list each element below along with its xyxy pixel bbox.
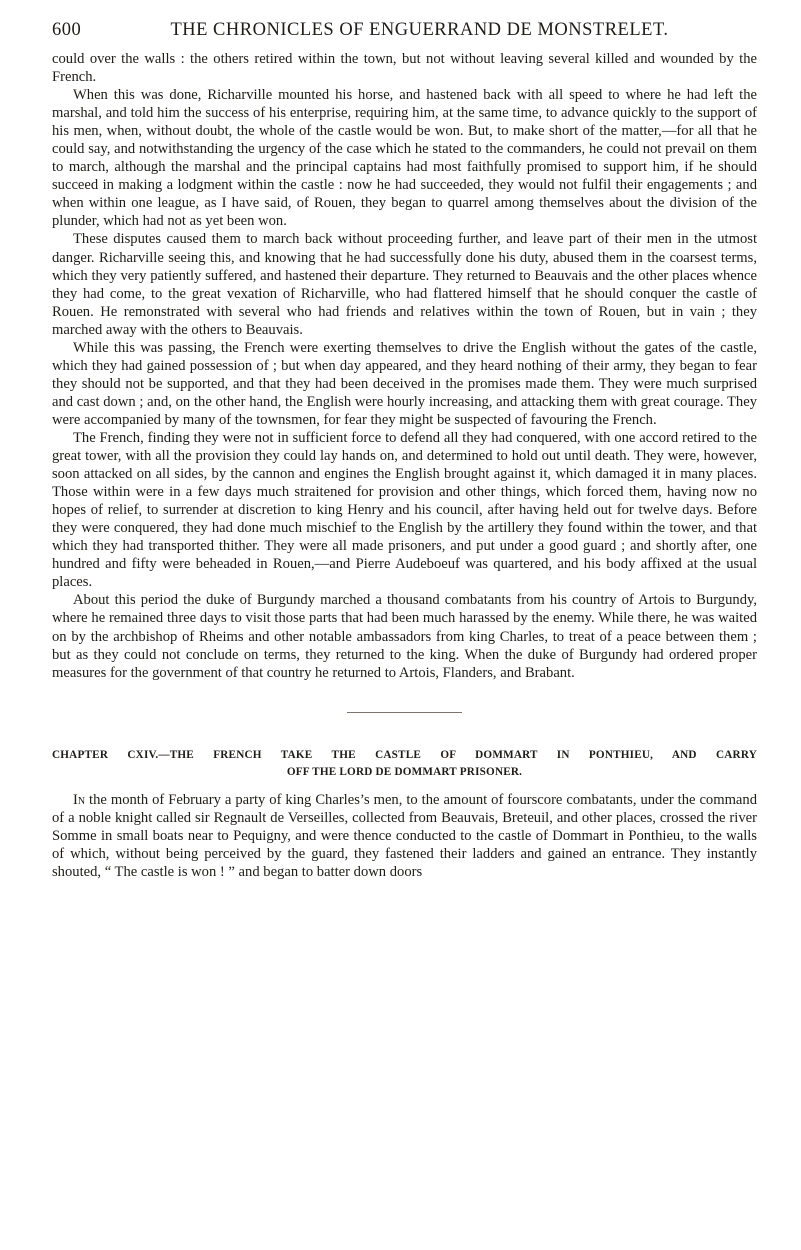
chapter-first-paragraph — [52, 791, 757, 881]
chapter-heading-line-1: CHAPTER CXIV.—THE FRENCH TAKE THE CASTLE OF DOMMART IN PONTHIEU, AND CARRY — [52, 748, 757, 761]
section-divider — [347, 712, 462, 713]
chapter-heading-line-2: OFF THE LORD DE DOMMART PRISONER. — [286, 765, 523, 778]
book-page — [52, 16, 757, 1236]
running-head — [52, 16, 757, 44]
page-number: 600 — [52, 20, 82, 40]
paragraph-french-exertion: While this was passing, the French were exerting themselves to drive the English without the gates of the castle, which they had gained possession of ; but when day appeared, and they heard nothing of their army, they began to fear they should not be supported, and that they had been deceived in the promises made them. They were much surprised and cast down ; and, on the other hand, the English were hourly increasing, and attacking them with great courage. They were accompanied by many of the townsmen, for fear they might be suspected of favouring the French. — [52, 339, 757, 428]
paragraph-richarville-return: When this was done, Richarville mounted his horse, and hastened back with all speed to where he had left the marshal, and told him the success of his enterprise, requiring him, at the same time, to advance quickly to the support of his men, when, without doubt, the whole of the castle would be won. But, to make short of the matter,—for all that he could say, and notwithstanding the urgency of the case which he stated to the commanders, he could not prevail on them to march, although the marshal and the principal captains had most faithfully promised to support him, if he should succeed in making a lodgment within the castle : now he had succeeded, they would not fulfil their engagements ; and when within one league, as I have said, of Rouen, they began to quarrel among themselves about the division of the plunder, which had not as yet been won. — [52, 87, 757, 230]
paragraph-continuation: could over the walls : the others retired within the town, but not without leaving several killed and wounded by the French. — [52, 51, 757, 86]
paragraph-great-tower: The French, finding they were not in sufficient force to defend all they had conquered, with one accord retired to the great tower, with all the provision they could lay hands on, and determined to hold out until death. They were, however, soon attacked on all sides, by the cannon and engines the English brought against it, which damaged it in many places. Those within were in a few days much straitened for provision and other things, which forced them, having now no hopes of relief, to surrender at discretion to king Henry and his council, after having held out for twelve days. Before they were conquered, they had done much mischief to the English by the artillery they found within the tower, and that which they had transported thither. They were all made prisoners, and put under a good guard ; and shortly after, one hundred and fifty were beheaded in Rouen,—and Pierre Audeboeuf was quartered, and his body affixed at the usual places. — [52, 429, 757, 591]
chapter-first-paragraph-text: the month of February a party of king Charles’s men, to the amount of fourscore combatants, under the command of a noble knight called sir Regnault de Verseilles, collected from Beauvais, Breteuil, and other places, crossed the river Somme in small boats near to Pequigny, and were thence conducted to the castle of Dommart in Ponthieu, to the walls of which, without being perceived by the guard, they fastened their ladders and gained an entrance. They instantly shouted, “ The castle is won ! ” and began to batter down doors — [52, 791, 757, 880]
body-text — [52, 50, 757, 881]
chapter-first-word: In — [73, 791, 86, 808]
paragraph-disputes: These disputes caused them to march back without proceeding further, and leave part of their men in the utmost danger. Richarville seeing this, and knowing that he had successfully done his duty, abused them in the coarsest terms, which they very patiently suffered, and hastened their departure. They returned to Beauvais and the other places whence they had come, to the great vexation of Richarville, who had flattered himself that he should conquer the castle of Rouen. He remonstrated with several who had friends and relatives within the town of Rouen, but in vain ; they marched away with the others to Beauvais. — [52, 231, 757, 338]
book-title: THE CHRONICLES OF ENGUERRAND DE MONSTRELET. — [170, 20, 669, 40]
chapter-heading — [52, 747, 757, 781]
paragraph-duke-of-burgundy: About this period the duke of Burgundy marched a thousand combatants from his country of Artois to Burgundy, where he remained three days to visit those parts that had been much harassed by the enemy. While there, he was waited on by the archbishop of Rheims and other notable ambassadors from king Charles, to treat of a peace between them ; but as they could not conclude on terms, they returned to the king. When the duke of Burgundy had ordered proper measures for the government of that country he returned to Artois, Flanders, and Brabant. — [52, 592, 757, 681]
